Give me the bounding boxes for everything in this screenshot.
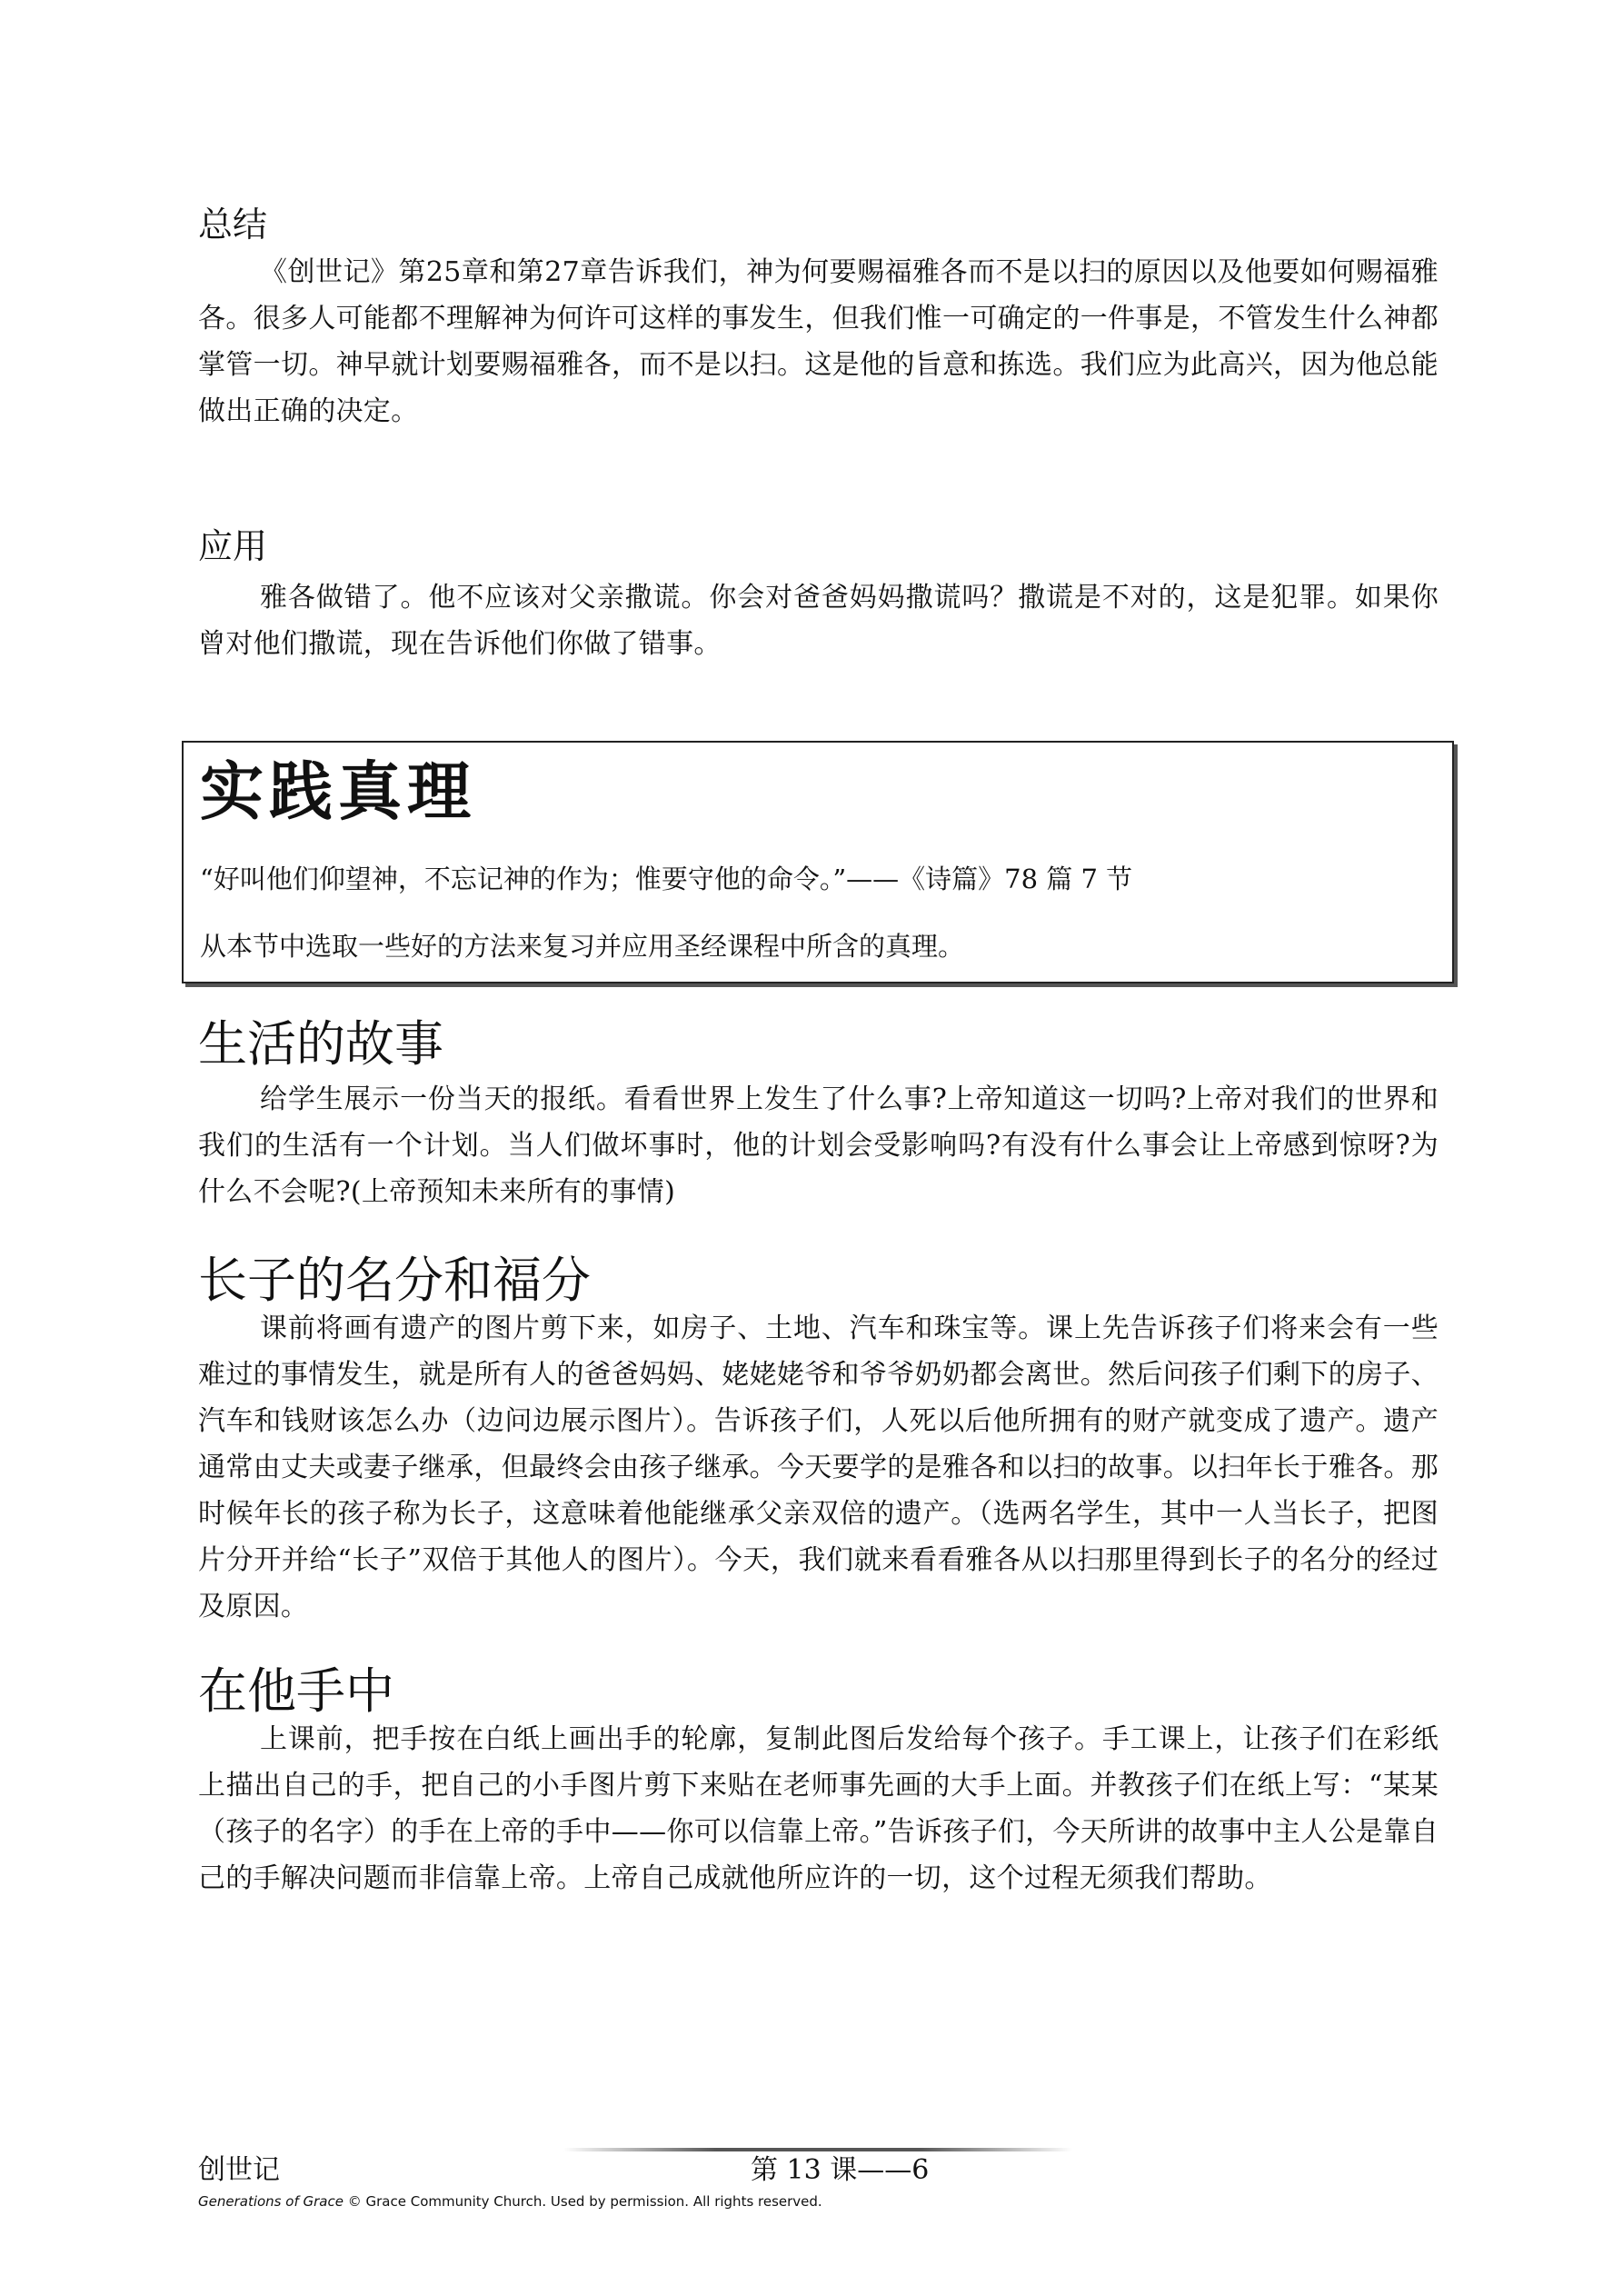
application-heading: 应用 [198, 526, 268, 566]
in-his-hands-paragraph: 上课前，把手按在白纸上画出手的轮廓，复制此图后发给每个孩子。手工课上，让孩子们在彩纸上描出自己的手，把自己的小手图片剪下来贴在老师事先画的大手上面。并教孩子们在纸上写：“某某（孩子的名字）的手在上帝的手中——你可以信靠上帝。”告诉孩子们，今天所讲的故事中主人公是靠自己的手解决问题而非信靠上帝。上帝自己成就他所应许的一切，这个过程无须我们帮助。 [198, 1723, 1439, 1894]
footer-book-title: 创世记 [198, 2154, 280, 2186]
practice-truth-title: 实践真理 [200, 754, 476, 829]
practice-truth-note: 从本节中选取一些好的方法来复习并应用圣经课程中所含的真理。 [200, 931, 965, 962]
practice-truth-box [182, 741, 1454, 983]
birthright-paragraph: 课前将画有遗产的图片剪下来，如房子、土地、汽车和珠宝等。课上先告诉孩子们将来会有一些难过的事情发生，就是所有人的爸爸妈妈、姥姥姥爷和爷爷奶奶都会离世。然后问孩子们剩下的房子、汽车和钱财该怎么办（边问边展示图片）。告诉孩子们，人死以后他所拥有的财产就变成了遗产。遗产通常由丈夫或妻子继承，但最终会由孩子继承。今天要学的是雅各和以扫的故事。以扫年长于雅各。那时候年长的孩子称为长子，这意味着他能继承父亲双倍的遗产。（选两名学生，其中一人当长子，把图片分开并给“长子”双倍于其他人的图片）。今天，我们就来看看雅各从以扫那里得到长子的名分的经过及原因。 [198, 1313, 1439, 1622]
summary-heading: 总结 [198, 205, 268, 245]
life-story-heading: 生活的故事 [198, 1015, 443, 1073]
life-story-paragraph: 给学生展示一份当天的报纸。看看世界上发生了什么事?上帝知道这一切吗?上帝对我们的世界和我们的生活有一个计划。当人们做坏事时，他的计划会受影响吗?有没有什么事会让上帝感到惊呀?为什么不会呢?(上帝预知未来所有的事情) [198, 1083, 1439, 1208]
copyright-text: © Grace Community Church. Used by permission. All rights reserved. [343, 2193, 822, 2210]
summary-paragraph: 《创世记》第25章和第27章告诉我们，神为何要赐福雅各而不是以扫的原因以及他要如何赐福雅各。很多人可能都不理解神为何许可这样的事发生，但我们惟一可确定的一件事是，不管发生什么神都掌管一切。神早就计划要赐福雅各，而不是以扫。这是他的旨意和拣选。我们应为此高兴，因为他总能做出正确的决定。 [198, 256, 1439, 427]
birthright-heading: 长子的名分和福分 [198, 1252, 591, 1309]
footer-divider [563, 2148, 1072, 2151]
footer-page-number: 第 13 课——6 [751, 2154, 930, 2186]
series-name: Generations of Grace [198, 2193, 344, 2210]
application-paragraph: 雅各做错了。他不应该对父亲撒谎。你会对爸爸妈妈撒谎吗？撒谎是不对的，这是犯罪。如果你曾对他们撒谎，现在告诉他们你做了错事。 [198, 582, 1439, 660]
footer-copyright [198, 2192, 822, 2211]
in-his-hands-heading: 在他手中 [198, 1662, 394, 1720]
psalm-verse: “好叫他们仰望神，不忘记神的作为；惟要守他的命令。”——《诗篇》78 篇 7 节 [200, 863, 1133, 894]
